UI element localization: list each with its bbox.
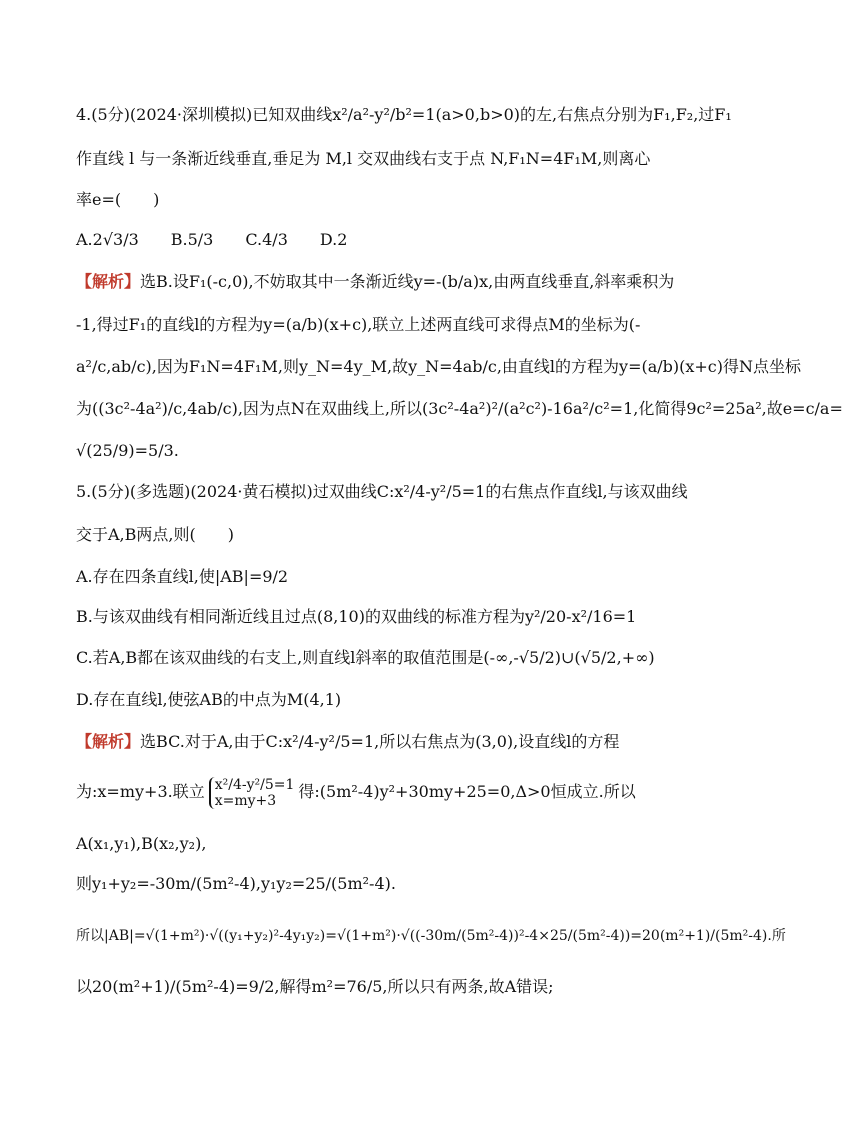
q5-solution-line-1 — [76, 731, 726, 753]
q5-option-b: B.与该双曲线有相同渐近线且过点(8,10)的双曲线的标准方程为y²/20-x²/16=1 — [76, 607, 637, 626]
q4-options: A.2√3/3 B.5/3 C.4/3 D.2 — [76, 230, 348, 249]
q5-solution-line-2 — [76, 767, 726, 817]
analysis-tag: 【解析】 — [76, 272, 141, 291]
q5-option-d: D.存在直线l,使弦AB的中点为M(4,1) — [76, 690, 342, 709]
q4-solution-line-4: 为((3c²-4a²)/c,4ab/c),因为点N在双曲线上,所以(3c²-4a²)²/(a²c²)-16a²/c²=1,化简得9c²=25a²,故e=c/a= — [76, 399, 843, 418]
q5-stem-line-2: 交于A,B两点,则( ) — [76, 525, 234, 544]
q4-stem-line-1: 4.(5分)(2024·深圳模拟)已知双曲线x²/a²-y²/b²=1(a>0,b>0)的左,右焦点分别为F₁,F₂,过F₁ — [76, 105, 732, 124]
system-eq-1: x²/4-y²/5=1 — [214, 776, 295, 793]
q5-option-c: C.若A,B都在该双曲线的右支上,则直线l斜率的取值范围是(-∞,-√5/2)∪(√5/2,+∞) — [76, 648, 655, 667]
q4-solution-line-1 — [76, 271, 726, 293]
q5-solution-text-1: 选BC.对于A,由于C:x²/4-y²/5=1,所以右焦点为(3,0),设直线l的方程 — [140, 732, 620, 751]
q5-solution-line-6: 以20(m²+1)/(5m²-4)=9/2,解得m²=76/5,所以只有两条,故A错误; — [76, 977, 554, 996]
q4-stem-line-2: 作直线 l 与一条渐近线垂直,垂足为 M,l 交双曲线右支于点 N,F₁N=4F₁M,则离心 — [76, 149, 651, 168]
q5-solution-text-2b: 得:(5m²-4)y²+30my+25=0,Δ>0恒成立.所以 — [298, 782, 636, 801]
q5-stem-line-1: 5.(5分)(多选题)(2024·黄石模拟)过双曲线C:x²/4-y²/5=1的右焦点作直线l,与该双曲线 — [76, 482, 688, 501]
q4-solution-line-2: -1,得过F₁的直线l的方程为y=(a/b)(x+c),联立上述两直线可求得点M的坐标为(- — [76, 315, 641, 334]
q4-solution-text-1: 选B.设F₁(-c,0),不妨取其中一条渐近线y=-(b/a)x,由两直线垂直,斜率乘积为 — [140, 272, 675, 291]
equation-system — [209, 777, 295, 809]
analysis-tag: 【解析】 — [76, 732, 141, 751]
system-eq-2: x=my+3 — [214, 792, 277, 809]
q4-solution-line-5: √(25/9)=5/3. — [76, 441, 179, 460]
q5-solution-line-4: 则y₁+y₂=-30m/(5m²-4),y₁y₂=25/(5m²-4). — [76, 874, 396, 893]
q4-stem-line-3: 率e=( ) — [76, 190, 160, 209]
q5-solution-line-3: A(x₁,y₁),B(x₂,y₂), — [76, 834, 207, 853]
q5-solution-text-2a: 为:x=my+3.联立 — [76, 782, 205, 801]
q5-option-a: A.存在四条直线l,使|AB|=9/2 — [76, 567, 289, 586]
q4-solution-line-3: a²/c,ab/c),因为F₁N=4F₁M,则y_N=4y_M,故y_N=4ab/c,由直线l的方程为y=(a/b)(x+c)得N点坐标 — [76, 357, 802, 376]
q5-solution-line-5: 所以|AB|=√(1+m²)·√((y₁+y₂)²-4y₁y₂)=√(1+m²)·√((-30m/(5m²-4))²-4×25/(5m²-4))=20(m²+1)/(5m²-4).所 — [76, 928, 786, 944]
